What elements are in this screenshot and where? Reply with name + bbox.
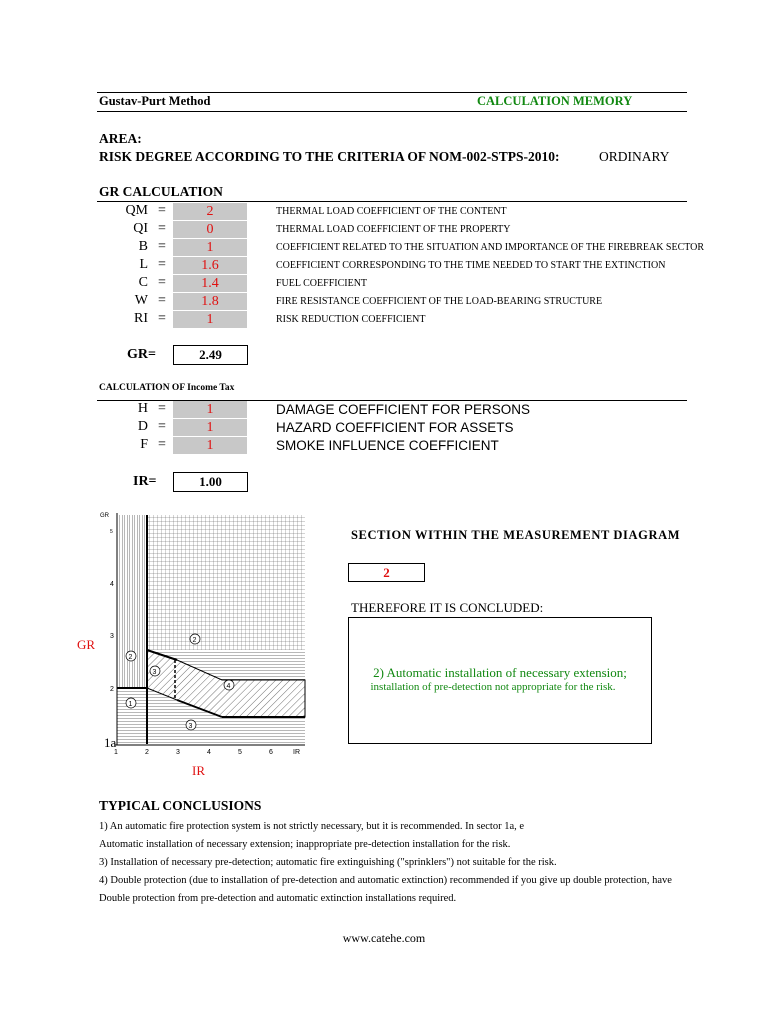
typical-conclusion-line: 1) An automatic fire protection system is not strictly necessary, but it is recommended. In sector 1a, e bbox=[99, 821, 525, 832]
coef-name: C bbox=[138, 275, 148, 290]
coef-name: B bbox=[138, 239, 148, 254]
typical-conclusion-line: 3) Installation of necessary pre-detection; automatic fire extinguishing ("sprinklers") not suitable for the risk. bbox=[99, 857, 557, 868]
coef-description: COEFFICIENT CORRESPONDING TO THE TIME NEEDED TO START THE EXTINCTION bbox=[276, 260, 666, 271]
ir-result-box: 1.00 bbox=[173, 472, 248, 492]
coef-description: SMOKE INFLUENCE COEFFICIENT bbox=[276, 438, 499, 453]
x-tick-label: 5 bbox=[238, 749, 242, 756]
coef-name: QM bbox=[125, 203, 148, 218]
coef-equals: = bbox=[158, 419, 166, 434]
zone-marker-label: 3 bbox=[188, 723, 193, 730]
risk-degree-label: RISK DEGREE ACCORDING TO THE CRITERIA OF NOM-002-STPS-2010: bbox=[99, 149, 560, 164]
footer-website[interactable]: www.catehe.com bbox=[342, 931, 426, 945]
coef-value[interactable]: 1.8 bbox=[173, 293, 247, 310]
coef-name: D bbox=[137, 419, 148, 434]
method-title: Gustav-Purt Method bbox=[99, 94, 211, 108]
conclusion-line-1: 2) Automatic installation of necessary extension; bbox=[373, 665, 627, 680]
coef-description: HAZARD COEFFICIENT FOR ASSETS bbox=[276, 420, 514, 435]
therefore-label: THEREFORE IT IS CONCLUDED: bbox=[351, 600, 544, 615]
zone-marker-4 bbox=[224, 680, 234, 690]
typical-conclusion-line: 4) Double protection (due to installation of pre-detection and automatic extinction) recommended if you give up double protection, have bbox=[99, 875, 672, 886]
header-bottom-rule bbox=[97, 111, 687, 112]
zone-marker-label: 3 bbox=[152, 669, 157, 676]
gustav-purt-measurement-diagram bbox=[97, 505, 312, 760]
coef-value[interactable]: 1 bbox=[173, 437, 247, 454]
x-tick-label: 3 bbox=[176, 749, 180, 756]
gr-result-label: GR= bbox=[127, 347, 156, 362]
section-value-box: 2 bbox=[348, 563, 425, 582]
coef-name: RI bbox=[134, 311, 148, 326]
conclusion-box bbox=[348, 617, 652, 744]
coef-description: FIRE RESISTANCE COEFFICIENT OF THE LOAD-BEARING STRUCTURE bbox=[276, 296, 603, 307]
zone-marker-label: 1 bbox=[128, 701, 133, 708]
coef-value[interactable]: 1.4 bbox=[173, 275, 247, 292]
coef-equals: = bbox=[158, 293, 166, 308]
coef-description: RISK REDUCTION COEFFICIENT bbox=[276, 314, 426, 325]
x-tick-label: 6 bbox=[269, 749, 273, 756]
coef-description: FUEL COEFFICIENT bbox=[276, 278, 368, 289]
coef-value[interactable]: 1 bbox=[173, 239, 247, 256]
zone-1a-hatch bbox=[117, 515, 147, 688]
zone-marker-3-mid bbox=[150, 666, 160, 676]
coef-value[interactable]: 1 bbox=[173, 419, 247, 436]
conclusion-line-2: installation of pre-detection not appropriate for the risk. bbox=[370, 681, 616, 693]
coef-name: H bbox=[137, 401, 148, 416]
coef-value[interactable]: 2 bbox=[173, 203, 247, 220]
coef-description: THERMAL LOAD COEFFICIENT OF THE CONTENT bbox=[276, 206, 507, 217]
coef-value[interactable]: 1 bbox=[173, 311, 247, 328]
coef-value[interactable]: 0 bbox=[173, 221, 247, 238]
zone-marker-3-lower bbox=[186, 720, 196, 730]
ir-calculation-heading: CALCULATION OF Income Tax bbox=[99, 383, 235, 393]
zone-marker-1 bbox=[126, 698, 136, 708]
zone-marker-3-upper bbox=[190, 634, 200, 644]
coef-equals: = bbox=[158, 275, 166, 290]
zone-grid-area bbox=[147, 515, 305, 650]
x-tick-label: 2 bbox=[145, 749, 149, 756]
coef-equals: = bbox=[158, 311, 166, 326]
zone-marker-label: 2 bbox=[192, 637, 197, 644]
area-label: AREA: bbox=[99, 131, 142, 146]
gr-heading-rule bbox=[97, 201, 687, 202]
y-tick-label: 4 bbox=[110, 581, 114, 588]
x-tick-label: 4 bbox=[207, 749, 211, 756]
coef-value[interactable]: 1 bbox=[173, 401, 247, 418]
coef-description: THERMAL LOAD COEFFICIENT OF THE PROPERTY bbox=[276, 224, 511, 235]
x-axis-title: IR bbox=[293, 749, 300, 756]
x-tick-label: 1 bbox=[114, 749, 118, 756]
coef-description: DAMAGE COEFFICIENT FOR PERSONS bbox=[276, 402, 531, 417]
y-tick-label: 5 bbox=[110, 529, 113, 535]
sector-1a-label: 1a bbox=[104, 735, 117, 750]
y-tick-label: 2 bbox=[110, 686, 114, 693]
ir-axis-label: IR bbox=[192, 763, 205, 778]
gr-result-box: 2.49 bbox=[173, 345, 248, 365]
typical-conclusion-line: Automatic installation of necessary extension; inappropriate pre-detection installation for the risk. bbox=[99, 839, 511, 850]
coef-equals: = bbox=[158, 221, 166, 236]
y-tick-label: 3 bbox=[110, 633, 114, 640]
y-axis-title: GR bbox=[100, 513, 109, 519]
ir-result-label: IR= bbox=[133, 474, 157, 489]
coef-equals: = bbox=[158, 239, 166, 254]
zone-marker-label: 4 bbox=[226, 683, 231, 690]
coef-equals: = bbox=[158, 401, 166, 416]
zone-marker-2 bbox=[126, 651, 136, 661]
coef-equals: = bbox=[158, 257, 166, 272]
coef-value[interactable]: 1.6 bbox=[173, 257, 247, 274]
coef-name: QI bbox=[133, 221, 148, 236]
risk-degree-value: ORDINARY bbox=[599, 149, 670, 164]
coef-name: F bbox=[140, 437, 148, 452]
calculation-memory-title: CALCULATION MEMORY bbox=[477, 94, 633, 108]
gr-axis-label: GR bbox=[77, 637, 96, 652]
section-heading: SECTION WITHIN THE MEASUREMENT DIAGRAM bbox=[351, 528, 681, 542]
zone-marker-label: 2 bbox=[128, 654, 133, 661]
typical-conclusions-heading: TYPICAL CONCLUSIONS bbox=[99, 798, 262, 813]
gr-calculation-heading: GR CALCULATION bbox=[99, 184, 223, 199]
coef-name: L bbox=[139, 257, 148, 272]
coef-description: COEFFICIENT RELATED TO THE SITUATION AND IMPORTANCE OF THE FIREBREAK SECTOR bbox=[276, 242, 705, 253]
coef-name: W bbox=[134, 293, 148, 308]
coef-equals: = bbox=[158, 203, 166, 218]
typical-conclusion-line: Double protection from pre-detection and automatic extinction installations required. bbox=[99, 893, 457, 904]
header-top-rule bbox=[97, 92, 687, 93]
coef-equals: = bbox=[158, 437, 166, 452]
